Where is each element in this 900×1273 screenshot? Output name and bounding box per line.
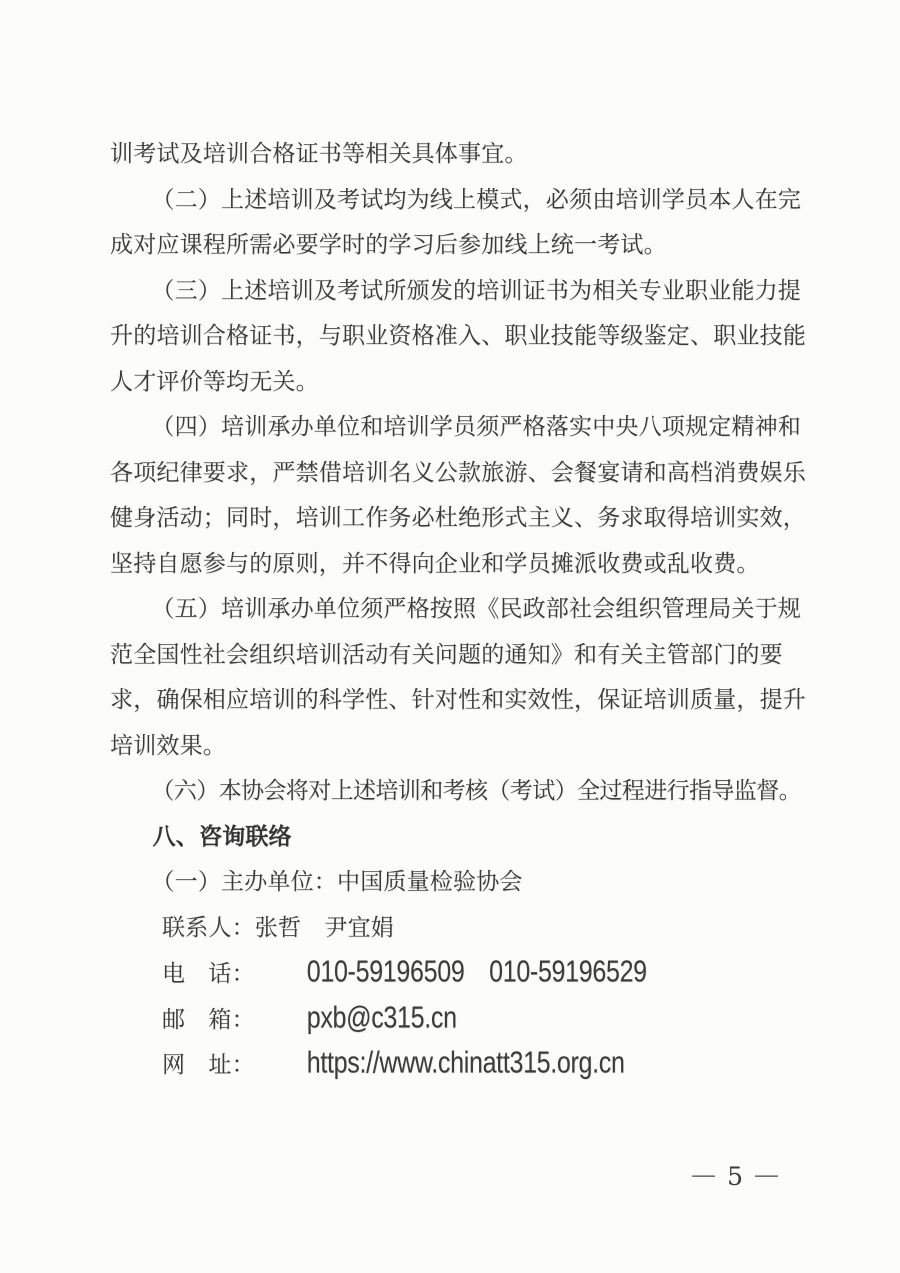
text-line: 求，确保相应培训的科学性、针对性和实效性，保证培训质量，提升 bbox=[110, 687, 806, 713]
contact-website-label: 网 址： bbox=[161, 1052, 255, 1078]
text-line: 培训效果。 bbox=[110, 732, 226, 759]
document-body bbox=[110, 132, 804, 1088]
text-line: 训考试及培训合格证书等相关具体事宜。 bbox=[110, 141, 528, 167]
text-line: 坚持自愿参与的原则，并不得向企业和学员摊派收费或乱收费。 bbox=[110, 550, 760, 577]
page-number-value: 5 bbox=[727, 1162, 743, 1191]
text-line: 成对应课程所需必要学时的学习后参加线上统一考试。 bbox=[110, 232, 667, 258]
contact-phone-value: 010-59196509 010-59196529 bbox=[306, 954, 647, 989]
contact-phone bbox=[110, 951, 804, 997]
page-number bbox=[680, 1160, 790, 1194]
text-line: 升的培训合格证书，与职业资格准入、职业技能等级鉴定、职业技能 bbox=[110, 323, 806, 349]
text-line: （四）培训承办单位和培训学员须严格落实中央八项规定精神和 bbox=[151, 414, 801, 440]
text-line: （六）本协会将对上述培训和考核（考试）全过程进行指导监督。 bbox=[151, 778, 801, 804]
contact-person-value: 张哲 尹宜娟 bbox=[254, 914, 394, 941]
contact-person-label: 联系人： bbox=[161, 914, 255, 941]
text-line: 范全国性社会组织培训活动有关问题的通知》和有关主管部门的要 bbox=[110, 641, 783, 668]
contact-organizer: （一）主办单位：中国质量检验协会 bbox=[151, 869, 523, 895]
page-number-dash-left: — bbox=[691, 1160, 717, 1189]
text-line: 健身活动；同时，培训工作务必杜绝形式主义、务求取得培训实效， bbox=[110, 505, 806, 531]
text-line: （二）上述培训及考试均为线上模式，必须由培训学员本人在完 bbox=[151, 186, 801, 213]
contact-website bbox=[110, 1042, 804, 1088]
contact-website-value: https://www.chinatt315.org.cn bbox=[306, 1045, 625, 1080]
page-number-dash-right: — bbox=[754, 1160, 779, 1189]
section-heading: 八、咨询联络 bbox=[152, 823, 292, 850]
contact-email-value: pxb@c315.cn bbox=[306, 1000, 457, 1035]
contact-phone-label: 电 话： bbox=[161, 961, 255, 987]
text-line: 人才评价等均无关。 bbox=[110, 368, 319, 395]
text-line: （三）上述培训及考试所颁发的培训证书为相关专业职业能力提 bbox=[151, 277, 801, 304]
text-line: 各项纪律要求，严禁借培训名义公款旅游、会餐宴请和高档消费娱乐 bbox=[110, 459, 806, 486]
contact-email-label: 邮 箱： bbox=[161, 1006, 255, 1033]
text-line: （五）培训承办单位须严格按照《民政部社会组织管理局关于规 bbox=[151, 596, 801, 622]
